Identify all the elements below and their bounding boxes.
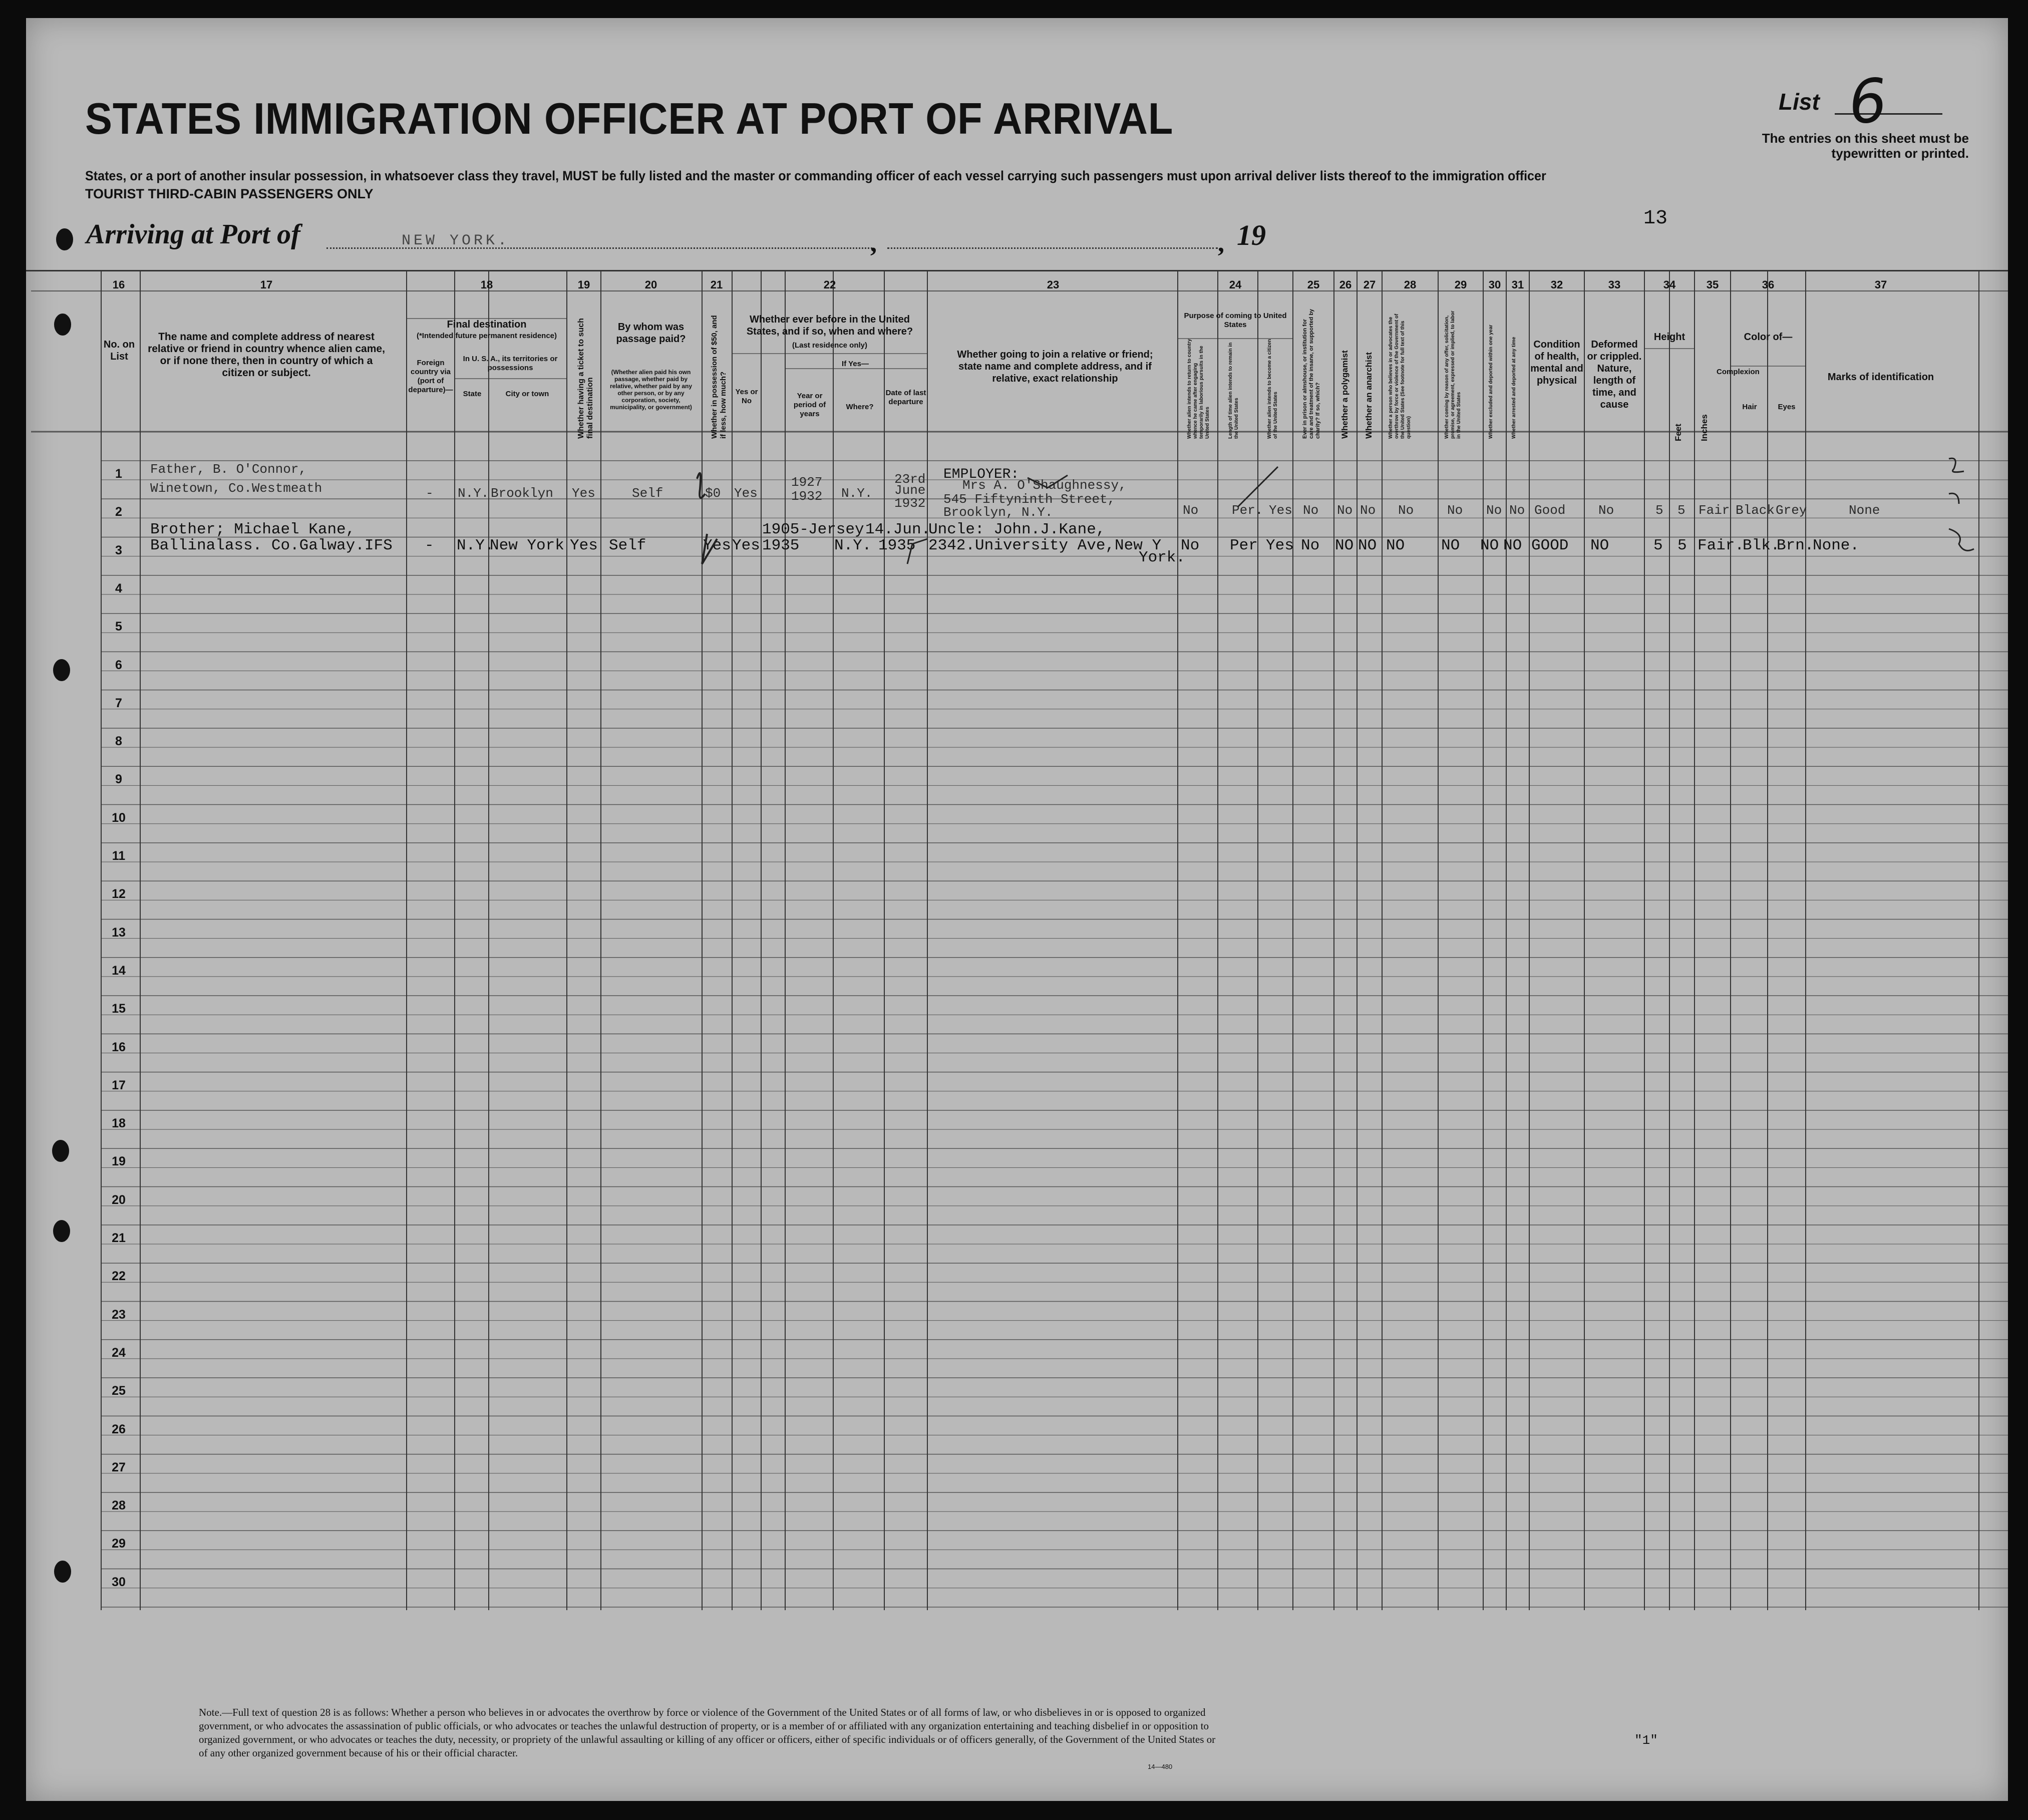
- col-34-feet-header: Feet: [1673, 424, 1683, 441]
- entry-2-polygamist: NO: [1335, 537, 1354, 554]
- row-number: 11: [112, 849, 126, 863]
- col-35-header: Complexion: [1717, 368, 1760, 376]
- col-28-number: 28: [1404, 278, 1417, 291]
- col-18-subheader: (*Intended future permanent residence): [416, 332, 557, 340]
- col-24b-header: Length of time alien intends to remain in the United States: [1228, 342, 1239, 439]
- binding-hole: [53, 659, 70, 681]
- col-31-number: 31: [1511, 278, 1524, 291]
- passenger-class-label: TOURIST THIRD-CABIN PASSENGERS ONLY: [85, 186, 374, 201]
- col-37-header: Marks of identification: [1827, 372, 1934, 383]
- col-22-ifyes-header: If Yes—: [842, 360, 869, 368]
- entry-1-join-line3: 545 Fiftyninth Street,: [943, 492, 1116, 507]
- row-number: 20: [112, 1192, 126, 1207]
- entry-1-anarchist: No: [1360, 503, 1376, 518]
- footnote-question-28: Note.—Full text of question 28 is as follows: Whether a person who believes in or advocates the overthrow by force or violence of the Government of the United States or of all forms of law, or who disbelieves in or is opposed to organized government, or who advocates the assassination of public officials, or who advocates or teaches the unlawful destruction of property, or is a member of or affiliated with any organization entertaining and teaching disbelief in or opposition to organized government, or who advocates or teaches the duty, necessity, or propriety of the unlawful assaulting or killing of any officer or officers, either of specific individuals or of officers generally, of the Government of the United States or of any other organized government because of his or their official character.: [199, 1706, 1216, 1759]
- col-18-city-header: City or town: [505, 390, 549, 398]
- col-35-number: 35: [1706, 278, 1719, 291]
- entry-1-date1: 23rd: [894, 472, 926, 487]
- entry-2-inches: 5: [1677, 537, 1687, 554]
- col-33-number: 33: [1608, 278, 1621, 291]
- row-number: 24: [112, 1345, 126, 1360]
- row-number: 15: [112, 1002, 126, 1016]
- col-30-number: 30: [1488, 278, 1501, 291]
- row-number: 12: [112, 887, 126, 901]
- col-36-header: Color of—: [1744, 332, 1793, 343]
- col-25-number: 25: [1307, 278, 1320, 291]
- entry-1-money: $0: [705, 486, 721, 501]
- entry-2-q31: NO: [1503, 537, 1522, 554]
- row-number: 23: [112, 1307, 126, 1322]
- col-18-state-header: State: [463, 390, 482, 398]
- entry-2-anarchist: NO: [1358, 537, 1377, 554]
- row-number: 25: [112, 1384, 126, 1398]
- entry-2-foreign: -: [425, 537, 434, 554]
- handwritten-check-mark: [907, 539, 927, 564]
- entry-1-complexion: Fair: [1699, 503, 1730, 518]
- col-18-header: Final destination: [447, 319, 527, 330]
- col-24c-header: Whether alien intends to become a citizen of the United States: [1267, 339, 1278, 439]
- entry-1-relative-line2: Winetown, Co.Westmeath: [150, 481, 322, 496]
- row-number: 19: [112, 1154, 126, 1169]
- sheet-mark: "1": [1634, 1733, 1658, 1748]
- entry-2-deformed: NO: [1590, 537, 1609, 554]
- entry-2-years1: 1905-: [762, 521, 809, 538]
- entry-2-before: Yes: [732, 537, 760, 554]
- entry-2-join-line3: York.: [1139, 549, 1186, 566]
- col-22-subheader: (Last residence only): [792, 341, 868, 350]
- col-16-number: 16: [112, 278, 125, 291]
- entry-2-date1: 14.Jun.: [865, 521, 931, 538]
- entry-2-marks: None.: [1813, 537, 1860, 554]
- col-20-number: 20: [644, 278, 657, 291]
- col-18-foreign-header: Foreign country via (port of departure)—: [408, 359, 453, 394]
- entry-1-citizen: Yes: [1269, 503, 1292, 518]
- entry-1-before: Yes: [734, 486, 758, 501]
- row-number: 27: [112, 1460, 126, 1474]
- binding-hole: [56, 228, 73, 250]
- col-17-header: The name and complete address of nearest relative or friend in country whence alien came, or if none there, then in country of which a citizen or subject.: [148, 331, 385, 379]
- row-number: 4: [115, 581, 122, 595]
- col-30-header: Whether excluded and deported within one year: [1488, 325, 1494, 439]
- entry-1-eyes: Grey: [1776, 503, 1807, 518]
- row-number: 9: [115, 772, 122, 787]
- entry-1-health: Good: [1534, 503, 1566, 518]
- comma-separator: ,: [1218, 229, 1224, 257]
- entry-1-ticket: Yes: [572, 486, 595, 501]
- handwritten-check-mark: [1238, 467, 1278, 507]
- entry-1-inches: 5: [1677, 503, 1685, 518]
- col-36-hair-header: Hair: [1742, 403, 1757, 411]
- entry-1-return: No: [1183, 503, 1199, 518]
- entry-2-ticket: Yes: [570, 537, 598, 554]
- binding-hole: [54, 314, 71, 336]
- entry-2-where1: Jersey: [808, 521, 864, 538]
- entry-2-health: GOOD: [1531, 537, 1569, 554]
- row-number: 26: [112, 1422, 126, 1436]
- col-22-date-header: Date of last departure: [885, 389, 926, 406]
- entry-1-foreign: -: [426, 486, 434, 501]
- entry-2-citizen: Yes: [1266, 537, 1294, 554]
- entry-1-prison: No: [1303, 503, 1319, 518]
- intro-text: States, or a port of another insular possession, in whatsoever class they travel, MUST be fully listed and the master or commanding officer of each vessel carrying such passengers must upon arrival deliver lists thereof to the immigration officer: [85, 168, 1546, 183]
- col-27-header: Whether an anarchist: [1364, 352, 1374, 439]
- col-31-header: Whether arrested and deported at any time: [1511, 337, 1517, 439]
- row-number: 3: [115, 543, 122, 557]
- entry-2-money: Yes: [703, 537, 731, 554]
- list-label: List: [1779, 89, 1820, 115]
- page-title: STATES IMMIGRATION OFFICER AT PORT OF ARRIVAL: [85, 94, 1174, 143]
- entry-1-paid-by: Self: [632, 486, 663, 501]
- col-20-header: By whom was passage paid?: [616, 322, 686, 345]
- binding-hole: [53, 1220, 70, 1242]
- col-21-header: Whether in possession of $50, and if less, how much?: [710, 315, 728, 439]
- entry-2-hair: Blk.: [1743, 537, 1780, 554]
- entry-1-q31: No: [1509, 503, 1525, 518]
- col-36-number: 36: [1762, 278, 1775, 291]
- binding-hole: [54, 1561, 71, 1583]
- list-number-handwritten: 6: [1846, 66, 1890, 138]
- col-37-number: 37: [1874, 278, 1887, 291]
- col-26-number: 26: [1339, 278, 1352, 291]
- entry-2-q28: NO: [1386, 537, 1405, 554]
- handwritten-check-mark: [697, 473, 705, 498]
- col-27-number: 27: [1363, 278, 1376, 291]
- row-number: 6: [115, 658, 122, 672]
- entry-1-feet: 5: [1655, 503, 1663, 518]
- entry-1-years2: 1932: [791, 489, 823, 504]
- handwritten-check-mark: [1028, 475, 1068, 488]
- entry-1-join-line2: Mrs A. O'Shaughnessy,: [962, 478, 1127, 493]
- col-22-yesno-header: Yes or No: [735, 388, 758, 405]
- row-number: 10: [112, 810, 126, 825]
- entry-1-hair: Black: [1736, 503, 1775, 518]
- col-34-number: 34: [1663, 278, 1676, 291]
- year-prefix: 19: [1237, 219, 1266, 251]
- entry-2-join-line1: Uncle: John.J.Kane,: [928, 521, 1106, 538]
- col-36-eyes-header: Eyes: [1778, 403, 1796, 411]
- entry-2-prison: No: [1301, 537, 1320, 554]
- col-24-number: 24: [1229, 278, 1242, 291]
- col-18-usa-header: In U. S. A., its territories or possessions: [463, 355, 558, 372]
- entry-1-relative-line1: Father, B. O'Connor,: [150, 462, 307, 477]
- col-22-where-header: Where?: [846, 403, 874, 411]
- manifest-sheet: [26, 18, 2008, 1801]
- row-number: 21: [112, 1231, 126, 1245]
- arriving-label: Arriving at Port of: [86, 219, 300, 250]
- entry-1-deformed: No: [1598, 503, 1614, 518]
- col-29-header: Whether coming by reason of any offer, solicitation, promise, or agreement, expressed or implied, to labor in the United States: [1444, 311, 1462, 439]
- form-code: 14—480: [1148, 1763, 1173, 1770]
- entry-2-q29: NO: [1441, 537, 1460, 554]
- col-34-inches-header: Inches: [1700, 414, 1709, 441]
- entry-2-years2: 1935: [762, 537, 800, 554]
- entry-2-paid-by: Self: [609, 537, 646, 554]
- col-18-number: 18: [480, 278, 493, 291]
- entry-1-join-line1: EMPLOYER:: [943, 467, 1020, 482]
- entry-1-q29: No: [1447, 503, 1463, 518]
- entry-instruction: The entries on this sheet must be typewritten or printed.: [1762, 131, 1969, 161]
- row-number: 30: [112, 1575, 126, 1589]
- row-number: 1: [115, 467, 122, 481]
- entry-2-state: N.Y.: [457, 537, 494, 554]
- entry-1-polygamist: No: [1337, 503, 1353, 518]
- entry-1-state: N.Y.: [458, 486, 489, 501]
- entry-2-where2: N.Y.: [834, 537, 872, 554]
- handwritten-check-mark: [702, 534, 717, 564]
- col-24a-header: Whether alien intends to return to country whence he came after engaging temporarily in laborious pursuits in the United States: [1187, 339, 1210, 439]
- col-22-years-header: Year or period of years: [793, 392, 826, 418]
- entry-2-city: New York: [490, 537, 564, 554]
- entry-1-date2: June: [894, 483, 926, 498]
- row-number: 16: [112, 1040, 126, 1054]
- entry-2-relative-line2: Ballinalass. Co.Galway.IFS: [150, 537, 393, 554]
- row-number: 17: [112, 1078, 126, 1092]
- entry-2-complexion: Fair.: [1698, 537, 1745, 554]
- row-number: 14: [112, 963, 126, 978]
- entry-2-relative-line1: Brother; Michael Kane,: [150, 521, 356, 538]
- col-34-header: Height: [1653, 332, 1685, 343]
- col-23-number: 23: [1047, 278, 1060, 291]
- port-value: NEW YORK.: [402, 232, 510, 249]
- entry-1-city: Brooklyn: [491, 486, 553, 501]
- col-22-number: 22: [823, 278, 836, 291]
- entry-2-q30: NO: [1480, 537, 1499, 554]
- entry-1-years1: 1927: [791, 475, 823, 490]
- row-number: 2: [115, 505, 122, 519]
- entry-1-length: Per.: [1232, 503, 1263, 518]
- entry-1-marks: None: [1849, 503, 1880, 518]
- col-23-header: Whether going to join a relative or friend; state name and complete address, and if relative, exact relationship: [957, 349, 1153, 384]
- col-19-number: 19: [577, 278, 590, 291]
- handwritten-margin-note: [1949, 458, 1974, 550]
- entry-1-q30: No: [1486, 503, 1502, 518]
- entry-1-date3: 1932: [894, 496, 926, 511]
- col-29-number: 29: [1454, 278, 1467, 291]
- entry-2-eyes: Brn.: [1777, 537, 1814, 554]
- col-28-header: Whether a person who believes in or advocates the overthrow by force or violence of the Government of the United States (See footnote for full text of this question): [1388, 314, 1412, 439]
- col-32-number: 32: [1550, 278, 1563, 291]
- binding-hole: [52, 1140, 69, 1162]
- col-32-header: Condition of health, mental and physical: [1530, 339, 1583, 386]
- entry-2-join-line2: 2342.University Ave,New Y: [928, 537, 1162, 554]
- row-number: 8: [115, 734, 122, 749]
- row-number: 13: [112, 925, 126, 940]
- entry-2-length: Per: [1230, 537, 1258, 554]
- entry-2-date2: 1935: [878, 537, 916, 554]
- col-19-header: Whether having a ticket to such final destination: [577, 318, 594, 439]
- col-24-header: Purpose of coming to United States: [1184, 312, 1287, 329]
- col-26-header: Whether a polygamist: [1340, 350, 1349, 439]
- col-21-number: 21: [710, 278, 723, 291]
- col-17-number: 17: [260, 278, 273, 291]
- handwritten-annotations: [26, 18, 2008, 1801]
- col-33-header: Deformed or crippled. Nature, length of time, and cause: [1587, 339, 1642, 410]
- col-16-header: No. on List: [103, 339, 135, 362]
- row-number: 28: [112, 1498, 126, 1513]
- row-number: 22: [112, 1269, 126, 1284]
- col-25-header: Ever in prison or almshouse, or institution for care and treatment of the insane, or supported by charity? If so, which?: [1302, 309, 1321, 439]
- entry-2-return: No: [1181, 537, 1200, 554]
- page-number: 13: [1643, 207, 1668, 230]
- entry-2-feet: 5: [1653, 537, 1663, 554]
- entry-1-join-line4: Brooklyn, N.Y.: [943, 505, 1053, 520]
- comma-separator: ,: [870, 229, 877, 257]
- row-number: 29: [112, 1537, 126, 1551]
- row-number: 5: [115, 620, 122, 634]
- entry-1-q28: No: [1398, 503, 1414, 518]
- entry-1-where: N.Y.: [841, 486, 873, 501]
- col-20-subheader: (Whether alien paid his own passage, whether paid by relative, whether paid by any other person, or by any corporation, society, municipality, or government): [609, 369, 693, 411]
- row-number: 7: [115, 696, 122, 710]
- row-number: 18: [112, 1116, 126, 1131]
- col-22-header: Whether ever before in the United States, and if so, when and where?: [746, 314, 913, 337]
